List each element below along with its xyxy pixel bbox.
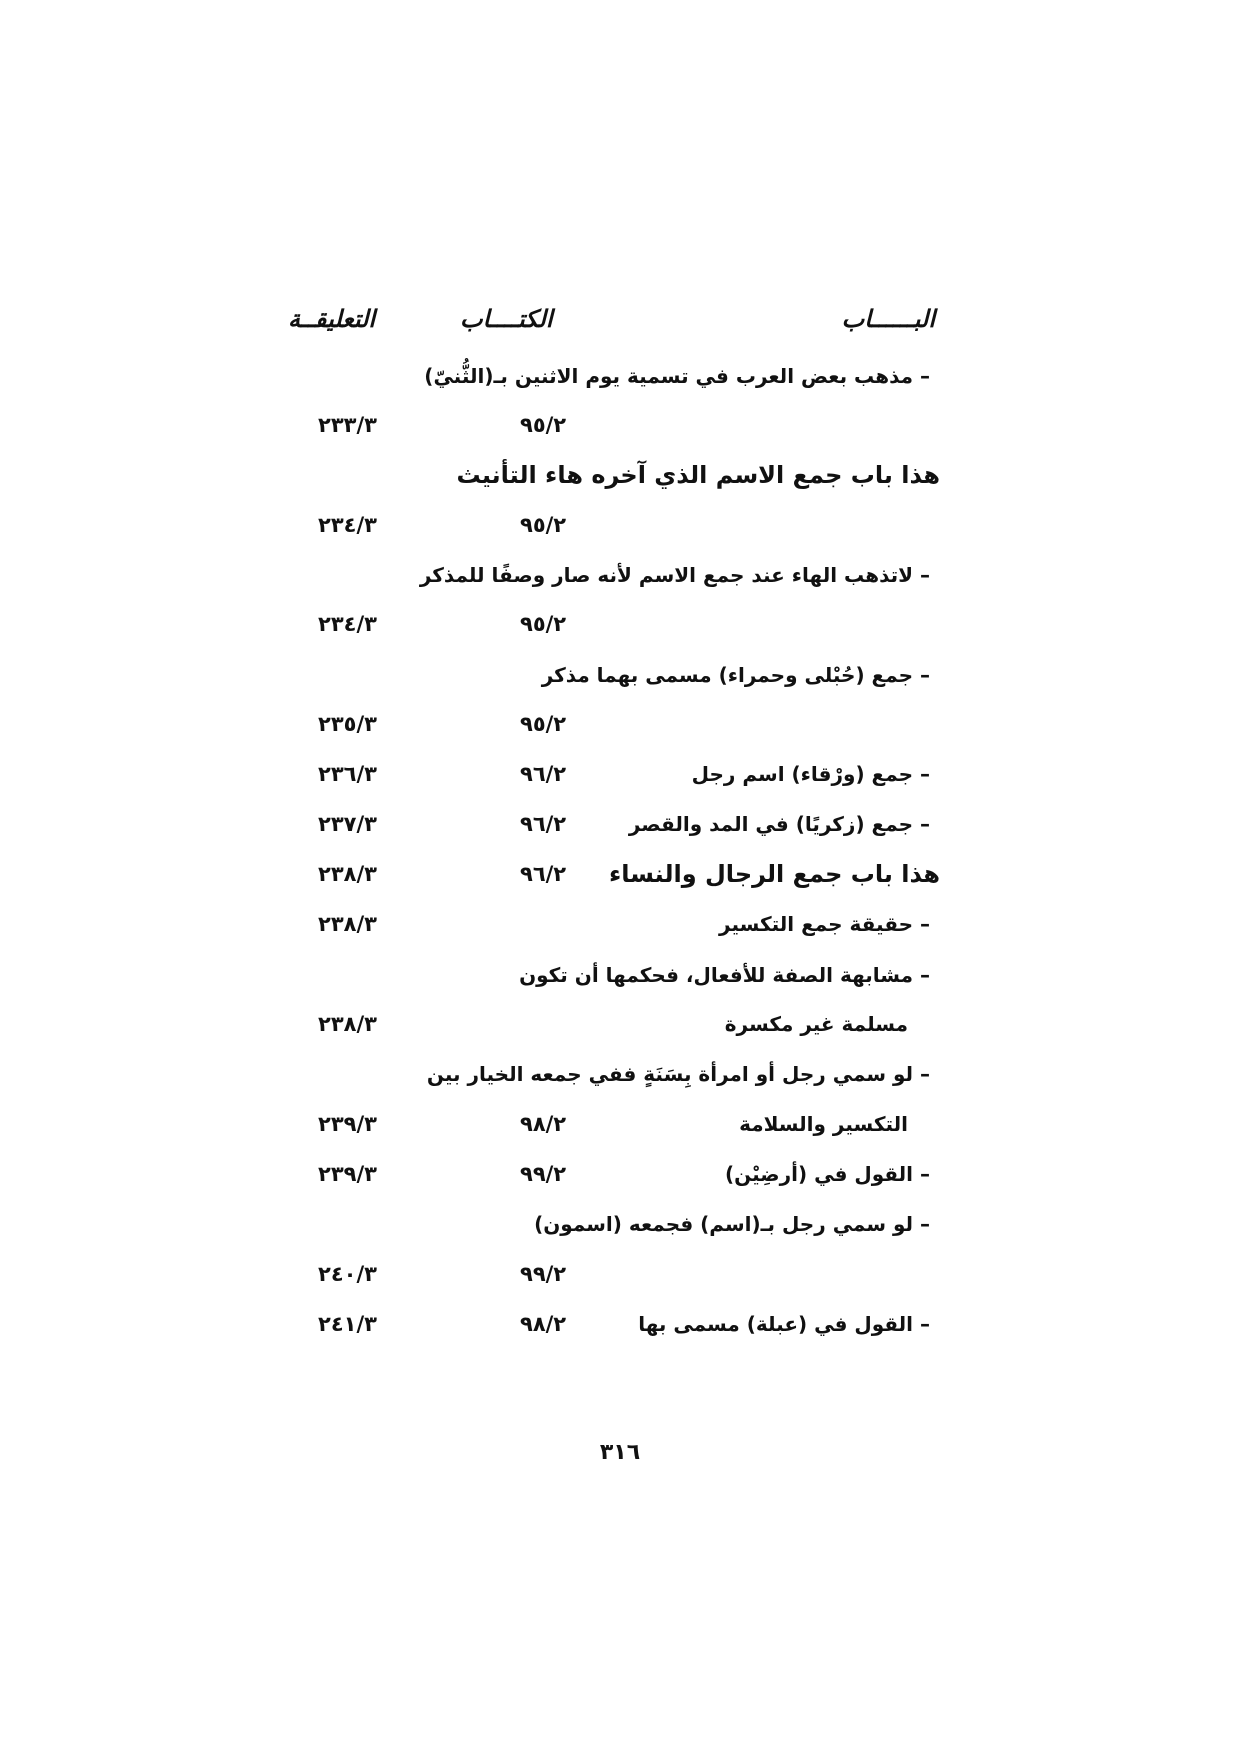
topic-text: – لو سمي رجل بـ(اسم) فجمعه (اسمون) [534,1212,930,1236]
taliqa-ref: ٢٤١/٣ [318,1312,377,1336]
topic-text: – القول في (أرضِيْن) [724,1162,930,1186]
topic-text: التكسير والسلامة [739,1112,908,1136]
taliqa-ref: ٢٣٤/٣ [318,612,377,636]
index-row [0,1004,1240,1044]
kitab-ref: ٩٦/٢ [520,762,567,786]
taliqa-ref: ٢٣٩/٣ [318,1162,377,1186]
column-header-kitab: الكتــــاب [460,305,553,333]
index-row [0,405,1240,445]
kitab-ref: ٩٨/٢ [520,1112,567,1136]
taliqa-ref: ٢٣٨/٣ [318,1012,377,1036]
index-row [0,754,1240,794]
kitab-ref: ٩٩/٢ [520,1262,567,1286]
kitab-ref: ٩٦/٢ [520,862,567,886]
index-row [0,505,1240,545]
taliqa-ref: ٢٣٦/٣ [318,762,377,786]
page-number: ٣١٦ [599,1440,641,1465]
index-row [0,1054,1240,1094]
index-row [0,804,1240,844]
section-heading: هذا باب جمع الرجال والنساء [608,860,940,888]
index-row [0,1304,1240,1344]
taliqa-ref: ٢٣٨/٣ [318,912,377,936]
taliqa-ref: ٢٣٩/٣ [318,1112,377,1136]
taliqa-ref: ٢٤٠/٣ [318,1262,377,1286]
section-heading: هذا باب جمع الاسم الذي آخره هاء التأنيث [456,461,940,489]
kitab-ref: ٩٨/٢ [520,1312,567,1336]
kitab-ref: ٩٥/٢ [520,712,567,736]
column-header-bab: البــــــاب [841,305,935,333]
topic-text: – حقيقة جمع التكسير [719,912,930,936]
taliqa-ref: ٢٣٣/٣ [318,413,377,437]
topic-text: – مشابهة الصفة للأفعال، فحكمها أن تكون [519,963,930,987]
topic-text: مسلمة غير مكسرة [724,1012,908,1036]
topic-text: – جمع (حُبْلى وحمراء) مسمى بهما مذكر [541,663,930,687]
kitab-ref: ٩٥/٢ [520,612,567,636]
kitab-ref: ٩٥/٢ [520,413,567,437]
index-row [0,1154,1240,1194]
kitab-ref: ٩٩/٢ [520,1162,567,1186]
taliqa-ref: ٢٣٥/٣ [318,712,377,736]
kitab-ref: ٩٥/٢ [520,513,567,537]
index-row [0,356,1240,396]
index-row [0,1104,1240,1144]
index-row [0,655,1240,695]
taliqa-ref: ٢٣٧/٣ [318,812,377,836]
topic-text: – جمع (زكريًا) في المد والقصر [628,812,930,836]
index-row [0,1254,1240,1294]
taliqa-ref: ٢٣٨/٣ [318,862,377,886]
taliqa-ref: ٢٣٤/٣ [318,513,377,537]
index-row [0,1204,1240,1244]
kitab-ref: ٩٦/٢ [520,812,567,836]
topic-text: – مذهب بعض العرب في تسمية يوم الاثنين بـ(الثُّنيّ) [424,364,930,388]
topic-text: – لاتذهب الهاء عند جمع الاسم لأنه صار وصفًا للمذكر [419,563,930,587]
topic-text: – جمع (ورْقاء) اسم رجل [691,762,930,786]
topic-text: – لو سمي رجل أو امرأة بِسَنَةٍ ففي جمعه الخيار بين [426,1062,930,1086]
index-row [0,704,1240,744]
topic-text: – القول في (عبلة) مسمى بها [638,1312,930,1336]
index-row [0,604,1240,644]
column-header-taliqa: التعليقــة [288,305,376,333]
index-row [0,955,1240,995]
section-heading-row [0,854,1240,894]
index-row [0,555,1240,595]
section-heading-row [0,455,1240,495]
index-row [0,904,1240,944]
